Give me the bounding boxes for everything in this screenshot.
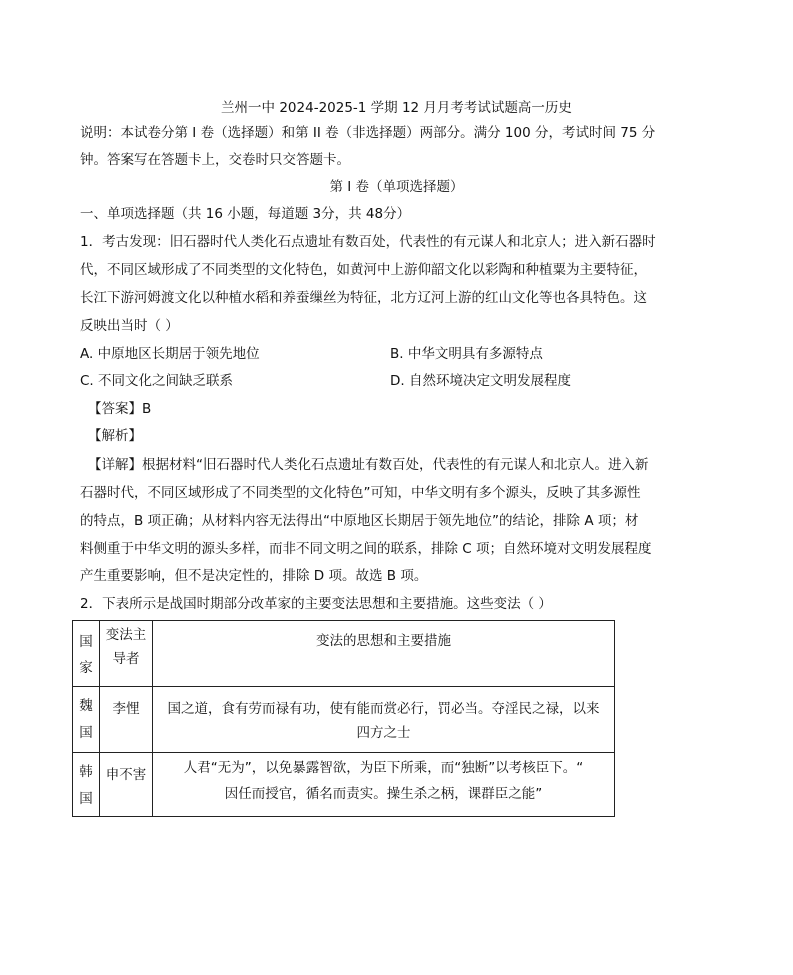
row-country: 韩国 bbox=[73, 753, 100, 817]
table-row bbox=[73, 753, 615, 817]
table-row bbox=[73, 687, 615, 753]
header-country: 国家 bbox=[73, 621, 100, 687]
header-leader: 变法主导者 bbox=[100, 621, 153, 687]
table-header-row bbox=[73, 621, 615, 687]
header-measures: 变法的思想和主要措施 bbox=[153, 621, 615, 687]
q1-stem-line-3: 长江下游河姆渡文化以种植水稻和养蚕缫丝为特征，北方辽河上游的红山文化等也各具特色。这 bbox=[80, 290, 647, 306]
q1-option-a: A. 中原地区长期居于领先地位 bbox=[80, 346, 260, 362]
q1-detail-line-2: 石器时代，不同区域形成了不同类型的文化特色”可知，中华文明有多个源头，反映了其多源性 bbox=[80, 485, 641, 501]
q1-answer: 【答案】B bbox=[88, 401, 152, 417]
q1-option-b: B. 中华文明具有多源特点 bbox=[390, 346, 543, 362]
row-person: 申不害 bbox=[100, 753, 153, 817]
exam-title: 兰州一中 2024-2025-1 学期 12 月月考考试试题高一历史 bbox=[221, 100, 572, 116]
row-measures: 人君“无为”，以免暴露智欲，为臣下所乘，而“独断”以考核臣下。“ 因任而授官，循名而责实。操生杀之柄，课群臣之能” bbox=[153, 753, 615, 817]
section-title: 第 I 卷（单项选择题） bbox=[329, 179, 464, 195]
instructions-line-2: 钟。答案写在答题卡上，交卷时只交答题卡。 bbox=[80, 152, 350, 168]
q1-stem-line-1: 1．考古发现：旧石器时代人类化石点遗址有数百处，代表性的有元谋人和北京人；进入新石器时 bbox=[80, 234, 656, 250]
row-measures: 国之道，食有劳而禄有功，使有能而赏必行，罚必当。夺淫民之禄，以来 四方之士 bbox=[153, 687, 615, 753]
q1-analysis-label: 【解析】 bbox=[88, 428, 142, 444]
q1-detail-line-3: 的特点，B 项正确；从材料内容无法得出“中原地区长期居于领先地位”的结论，排除 A 项；材 bbox=[80, 513, 639, 529]
row-country: 魏国 bbox=[73, 687, 100, 753]
q1-option-d: D. 自然环境决定文明发展程度 bbox=[390, 373, 571, 389]
q1-detail-line-5: 产生重要影响，但不是决定性的，排除 D 项。故选 B 项。 bbox=[80, 568, 428, 584]
q1-detail-line-1: 【详解】根据材料“旧石器时代人类化石点遗址有数百处，代表性的有元谋人和北京人。进入新 bbox=[88, 457, 649, 473]
q1-option-c: C. 不同文化之间缺乏联系 bbox=[80, 373, 234, 389]
q1-detail-line-4: 料侧重于中华文明的源头多样，而非不同文明之间的联系，排除 C 项；自然环境对文明发展程度 bbox=[80, 541, 652, 557]
row-person: 李悝 bbox=[100, 687, 153, 753]
instructions-line-1: 说明：本试卷分第 I 卷（选择题）和第 II 卷（非选择题）两部分。满分 100 分，考试时间 75 分 bbox=[80, 125, 656, 141]
q2-stem: 2．下表所示是战国时期部分改革家的主要变法思想和主要措施。这些变法（ ） bbox=[80, 596, 552, 612]
q1-stem-line-4: 反映出当时（ ） bbox=[80, 318, 179, 334]
reform-table bbox=[72, 620, 615, 817]
q1-stem-line-2: 代，不同区域形成了不同类型的文化特色，如黄河中上游仰韶文化以彩陶和种植粟为主要特征， bbox=[80, 262, 647, 278]
section-heading: 一、单项选择题（共 16 小题，每道题 3分，共 48分） bbox=[80, 206, 411, 222]
